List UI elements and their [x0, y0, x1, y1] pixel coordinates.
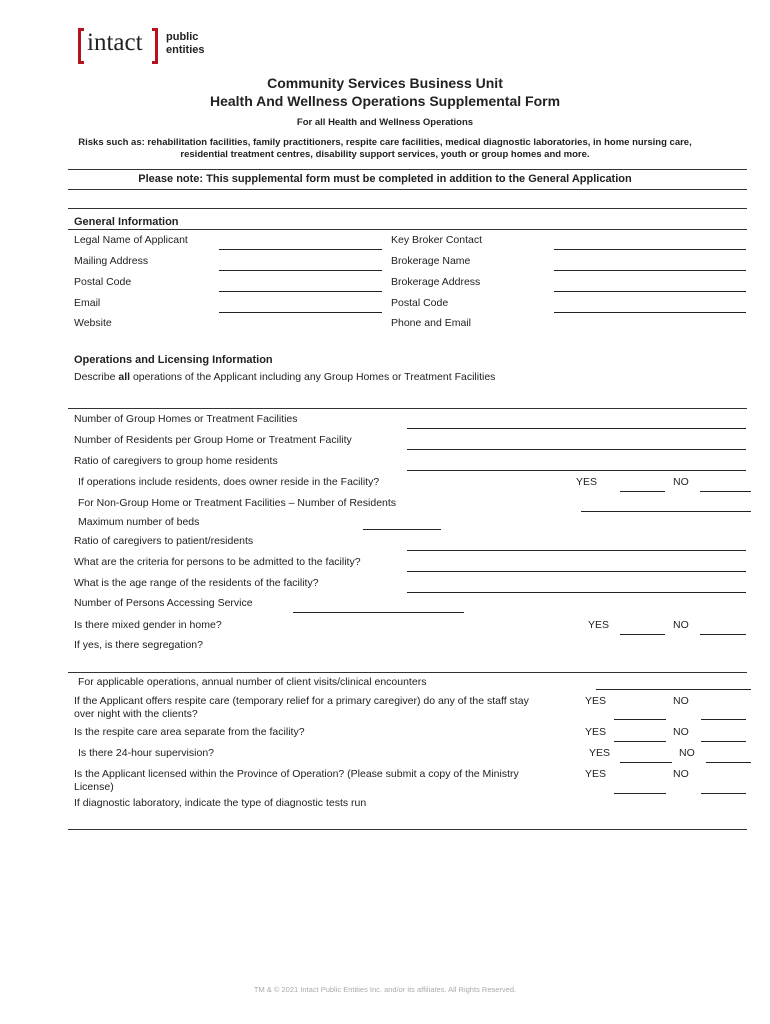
supervision-no-field[interactable] [706, 762, 751, 763]
respite-no-field[interactable] [701, 719, 746, 720]
licensed-label-line1: Is the Applicant licensed within the Province of Operation? (Please submit a copy of the Ministry [74, 768, 519, 780]
respite-separate-no-field[interactable] [701, 741, 746, 742]
max-beds-label: Maximum number of beds [78, 516, 200, 528]
logo-sub-line2: entities [166, 44, 205, 56]
footer-copyright: TM & © 2021 Intact Public Entities Inc. and/or its affiliates. All Rights Reserved. [253, 985, 517, 994]
residents-field[interactable] [407, 449, 746, 450]
owner-reside-no-label: NO [673, 476, 689, 488]
respite-yes-label: YES [585, 695, 607, 707]
criteria-field[interactable] [407, 571, 746, 572]
diagnostic-label: If diagnostic laboratory, indicate the type of diagnostic tests run [74, 797, 367, 809]
describe-operations-label [74, 371, 495, 383]
licensed-yes-field[interactable] [614, 793, 666, 794]
broker-postal-code-label: Postal Code [391, 297, 449, 309]
group-homes-field[interactable] [407, 428, 746, 429]
describe-post: operations of the Applicant including any Group Homes or Treatment Facilities [130, 371, 496, 383]
licensed-no-label: NO [673, 768, 689, 780]
licensed-no-field[interactable] [701, 793, 746, 794]
annual-visits-field[interactable] [596, 689, 751, 690]
logo-subtitle [166, 31, 205, 57]
licensed-label-line2: License) [74, 781, 114, 793]
respite-separate-yes-label: YES [585, 726, 607, 738]
divider [68, 208, 747, 209]
ratio-group-field[interactable] [407, 470, 746, 471]
form-title-line1: Community Services Business Unit [267, 75, 503, 91]
describe-bold: all [118, 371, 131, 383]
key-broker-label: Key Broker Contact [391, 234, 483, 246]
diagnostic-field[interactable] [68, 829, 747, 830]
group-homes-label: Number of Group Homes or Treatment Facilities [74, 413, 298, 425]
mailing-address-field[interactable] [219, 270, 382, 271]
mixed-gender-yes-field[interactable] [620, 634, 665, 635]
owner-reside-no-field[interactable] [700, 491, 751, 492]
divider [68, 189, 747, 190]
phone-email-label: Phone and Email [391, 317, 471, 329]
persons-accessing-field[interactable] [293, 612, 464, 613]
brokerage-address-field[interactable] [554, 291, 746, 292]
intact-logo [78, 28, 158, 64]
legal-name-field[interactable] [219, 249, 382, 250]
respite-no-label: NO [673, 695, 689, 707]
ratio-patient-field[interactable] [407, 550, 746, 551]
respite-separate-label: Is the respite care area separate from the facility? [74, 726, 305, 738]
divider [68, 169, 747, 170]
risks-line1: Risks such as: rehabilitation facilities, family practitioners, respite care facilities, medical diagnostic laboratories, in home nursing care, [78, 137, 692, 148]
supervision-yes-field[interactable] [620, 762, 672, 763]
logo-right-bracket [152, 28, 158, 64]
segregation-field[interactable] [68, 672, 747, 673]
respite-yes-field[interactable] [614, 719, 666, 720]
non-group-field[interactable] [581, 511, 751, 512]
segregation-label: If yes, is there segregation? [74, 639, 203, 651]
non-group-label: For Non-Group Home or Treatment Facilities – Number of Residents [78, 497, 397, 509]
mixed-gender-yes-label: YES [588, 619, 610, 631]
general-info-heading: General Information [74, 216, 179, 228]
risks-line2: residential treatment centres, disability support services, youth or group homes and more. [180, 149, 590, 160]
respite-label-line1: If the Applicant offers respite care (temporary relief for a primary caregiver) do any of the staff stay [74, 695, 529, 707]
ratio-group-label: Ratio of caregivers to group home residents [74, 455, 278, 467]
mixed-gender-no-label: NO [673, 619, 689, 631]
mixed-gender-no-field[interactable] [700, 634, 746, 635]
describe-operations-field[interactable] [68, 408, 747, 409]
owner-reside-yes-label: YES [576, 476, 598, 488]
note-text: Please note: This supplemental form must be completed in addition to the General Application [138, 173, 632, 185]
residents-label: Number of Residents per Group Home or Treatment Facility [74, 434, 352, 446]
broker-postal-code-field[interactable] [554, 312, 746, 313]
supervision-label: Is there 24-hour supervision? [78, 747, 214, 759]
respite-label-line2: over night with the clients? [74, 708, 198, 720]
postal-code-field[interactable] [219, 291, 382, 292]
annual-visits-label: For applicable operations, annual number of client visits/clinical encounters [78, 676, 427, 688]
website-label: Website [74, 317, 112, 329]
supervision-yes-label: YES [589, 747, 611, 759]
postal-code-label: Postal Code [74, 276, 132, 288]
owner-reside-label: If operations include residents, does owner reside in the Facility? [78, 476, 380, 488]
logo-word: intact [87, 29, 143, 56]
form-title-line2: Health And Wellness Operations Supplemental Form [209, 93, 561, 109]
key-broker-field[interactable] [554, 249, 746, 250]
mailing-address-label: Mailing Address [74, 255, 149, 267]
age-range-label: What is the age range of the residents of the facility? [74, 577, 319, 589]
respite-separate-yes-field[interactable] [614, 741, 666, 742]
supervision-no-label: NO [679, 747, 695, 759]
brokerage-name-field[interactable] [554, 270, 746, 271]
criteria-label: What are the criteria for persons to be admitted to the facility? [74, 556, 361, 568]
age-range-field[interactable] [407, 592, 746, 593]
operations-heading: Operations and Licensing Information [74, 354, 273, 366]
persons-accessing-label: Number of Persons Accessing Service [74, 597, 253, 609]
brokerage-name-label: Brokerage Name [391, 255, 471, 267]
divider [68, 229, 747, 230]
logo-sub-line1: public [166, 31, 199, 43]
describe-pre: Describe [74, 371, 119, 383]
respite-separate-no-label: NO [673, 726, 689, 738]
mixed-gender-label: Is there mixed gender in home? [74, 619, 222, 631]
legal-name-label: Legal Name of Applicant [74, 234, 188, 246]
owner-reside-yes-field[interactable] [620, 491, 665, 492]
licensed-yes-label: YES [585, 768, 607, 780]
ratio-patient-label: Ratio of caregivers to patient/residents [74, 535, 254, 547]
email-label: Email [74, 297, 101, 309]
email-field[interactable] [219, 312, 382, 313]
brokerage-address-label: Brokerage Address [391, 276, 481, 288]
max-beds-field[interactable] [363, 529, 441, 530]
form-subtitle: For all Health and Wellness Operations [296, 117, 474, 128]
logo-left-bracket [78, 28, 84, 64]
